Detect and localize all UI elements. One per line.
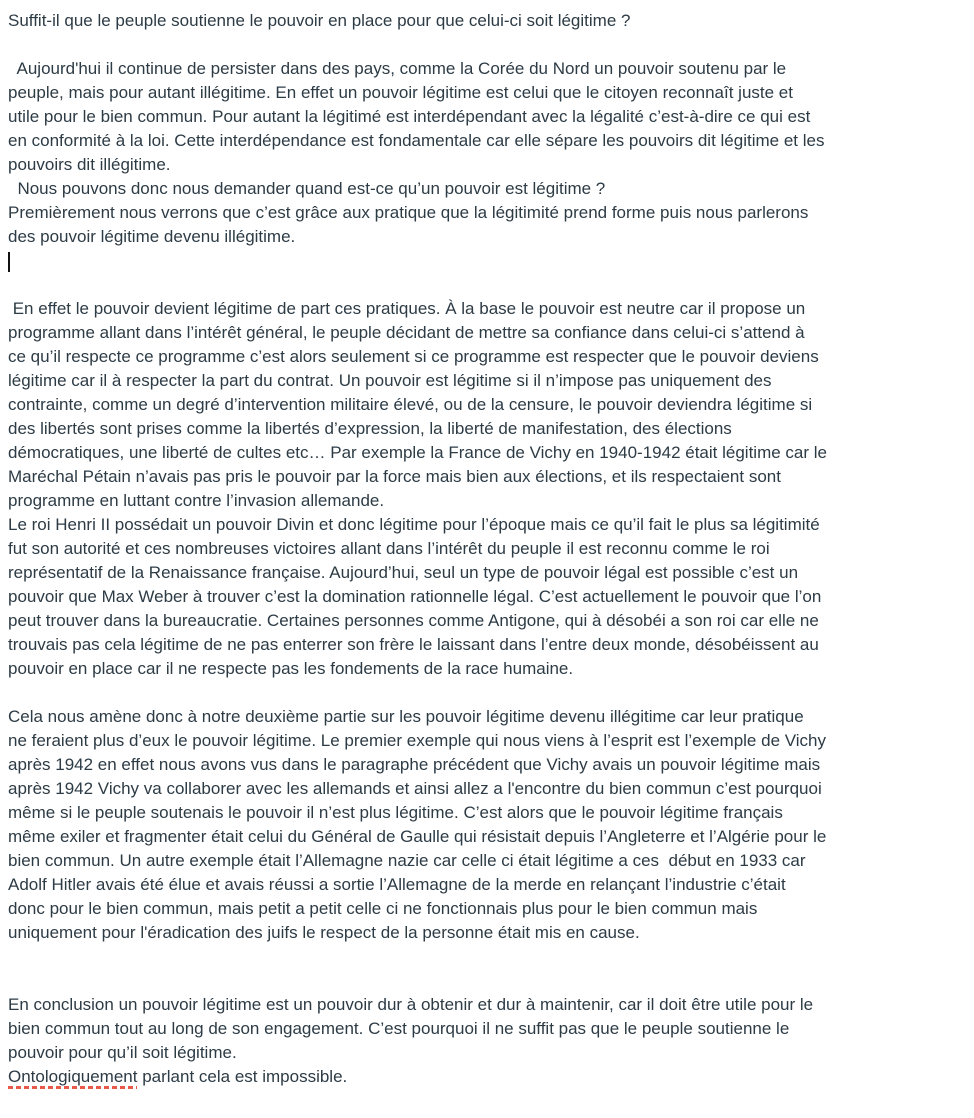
text-line [8,273,970,297]
text-line: des pouvoir légitime devenu illégitime. [8,227,296,246]
text-line: donc pour le bien commun, mais petit a petit celle ci ne fonctionnais plus pour le bien commun mais [8,899,758,918]
text-line: uniquement pour l'éradication des juifs le respect de la personne était mis en cause. [8,923,640,942]
text-line: fut son autorité et ces nombreuses victoires allant dans l’intérêt du peuple il est reconnu comme le roi [8,539,770,558]
text-line: même si le peuple soutenais le pouvoir il n’est plus légitime. C’est alors que le pouvoir légitime français [8,803,783,822]
text-line: bien commun. Un autre exemple était l’Allemagne nazie car celle ci était légitime a ces début en 1933 car [8,851,806,870]
text-line: Le roi Henri II possédait un pouvoir Divin et donc légitime pour l’époque mais ce qu’il fait le plus sa légitimité [8,515,820,534]
misspelled-word[interactable]: Ontologiquement [8,1067,137,1089]
text-line [8,249,970,273]
text-line: ce qu’il respecte ce programme c’est alors seulement si ce programme est respecter que le pouvoir deviens [8,347,819,366]
text-cursor [8,252,10,272]
text-line: après 1942 Vichy va collaborer avec les allemands et ainsi allez a l'encontre du bien commun c’est pourquoi [8,779,822,798]
text-line: peut trouver dans la bureaucratie. Certaines personnes comme Antigone, qui à désobéi a son roi car elle ne [8,611,819,630]
text-line [8,681,970,705]
text-line: pouvoir en place car il ne respecte pas les fondements de la race humaine. [8,659,574,678]
text-line: programme allant dans l’intérêt général, le peuple décidant de mettre sa confiance dans celui-ci s’attend à [8,323,805,342]
text-line: en conformité à la loi. Cette interdépendance est fondamentale car elle sépare les pouvoirs dit légitime et les [8,131,825,150]
text-line [8,945,970,969]
text-line: ne feraient plus d’eux le pouvoir légitime. Le premier exemple qui nous viens à l’esprit est l’exemple de Vichy [8,731,827,750]
text-line: Nous pouvons donc nous demander quand est-ce qu’un pouvoir est légitime ? [8,179,606,198]
text-line: Adolf Hitler avais été élue et avais réussi a sortie l’Allemagne de la merde en relançant l’industrie c’était [8,875,786,894]
text-line: même exiler et fragmenter était celui du Général de Gaulle qui résistait depuis l’Angleterre et l’Algérie pour le [8,827,827,846]
text-line: pouvoir que Max Weber à trouver c’est la domination rationnelle légal. C’est actuellement le pouvoir que l’on [8,587,822,606]
text-line: programme en luttant contre l’invasion allemande. [8,491,385,510]
text-line: Premièrement nous verrons que c’est grâce aux pratique que la légitimité prend forme puis nous parlerons [8,203,809,222]
text-line: démocratiques, une liberté de cultes etc… Par exemple la France de Vichy en 1940-1942 était légitime car le [8,443,827,462]
text-line: Suffit-il que le peuple soutienne le pouvoir en place pour que celui-ci soit légitime ? [8,11,631,30]
text-line: peuple, mais pour autant illégitime. En effet un pouvoir légitime est celui que le citoyen reconnaît juste et [8,83,793,102]
text-line: Maréchal Pétain n’avais pas pris le pouvoir par la force mais bien aux élections, et ils respectaient sont [8,467,781,486]
text-line: pouvoirs dit illégitime. [8,155,171,174]
text-line: En effet le pouvoir devient légitime de part ces pratiques. À la base le pouvoir est neutre car il propose un [8,299,806,318]
text-line: contrainte, comme un degré d’intervention militaire élevé, ou de la censure, le pouvoir deviendra légitime si [8,395,813,414]
text-line: trouvais pas cela légitime de ne pas enterrer son frère le laissant dans l’entre deux monde, désobéissent au [8,635,819,654]
text-line: représentatif de la Renaissance française. Aujourd’hui, seul un type de pouvoir légal est possible c’est un [8,563,799,582]
text-line: Cela nous amène donc à notre deuxième partie sur les pouvoir légitime devenu illégitime car leur pratique [8,707,804,726]
text-line: pouvoir pour qu’il soit légitime. [8,1043,237,1062]
text-line: des libertés sont prises comme la libertés d’expression, la liberté de manifestation, des élections [8,419,732,438]
text-line [8,33,970,57]
text-line: Aujourd'hui il continue de persister dans des pays, comme la Corée du Nord un pouvoir soutenu par le [8,59,787,78]
text-line: utile pour le bien commun. Pour autant la légitimé est interdépendant avec la légalité c’est-à-dire ce qui est [8,107,811,126]
text-line: En conclusion un pouvoir légitime est un pouvoir dur à obtenir et dur à maintenir, car il doit être utile pour le [8,995,814,1014]
text-line [8,969,970,993]
text-line: bien commun tout au long de son engagement. C’est pourquoi il ne suffit pas que le peuple soutienne le [8,1019,790,1038]
text-line: après 1942 en effet nous avons vus dans le paragraphe précédent que Vichy avais un pouvoir légitime mais [8,755,821,774]
text-line: Ontologiquement parlant cela est impossible. [8,1065,970,1089]
text-line: légitime car il à respecter la part du contrat. Un pouvoir est légitime si il n’impose pas uniquement des [8,371,772,390]
